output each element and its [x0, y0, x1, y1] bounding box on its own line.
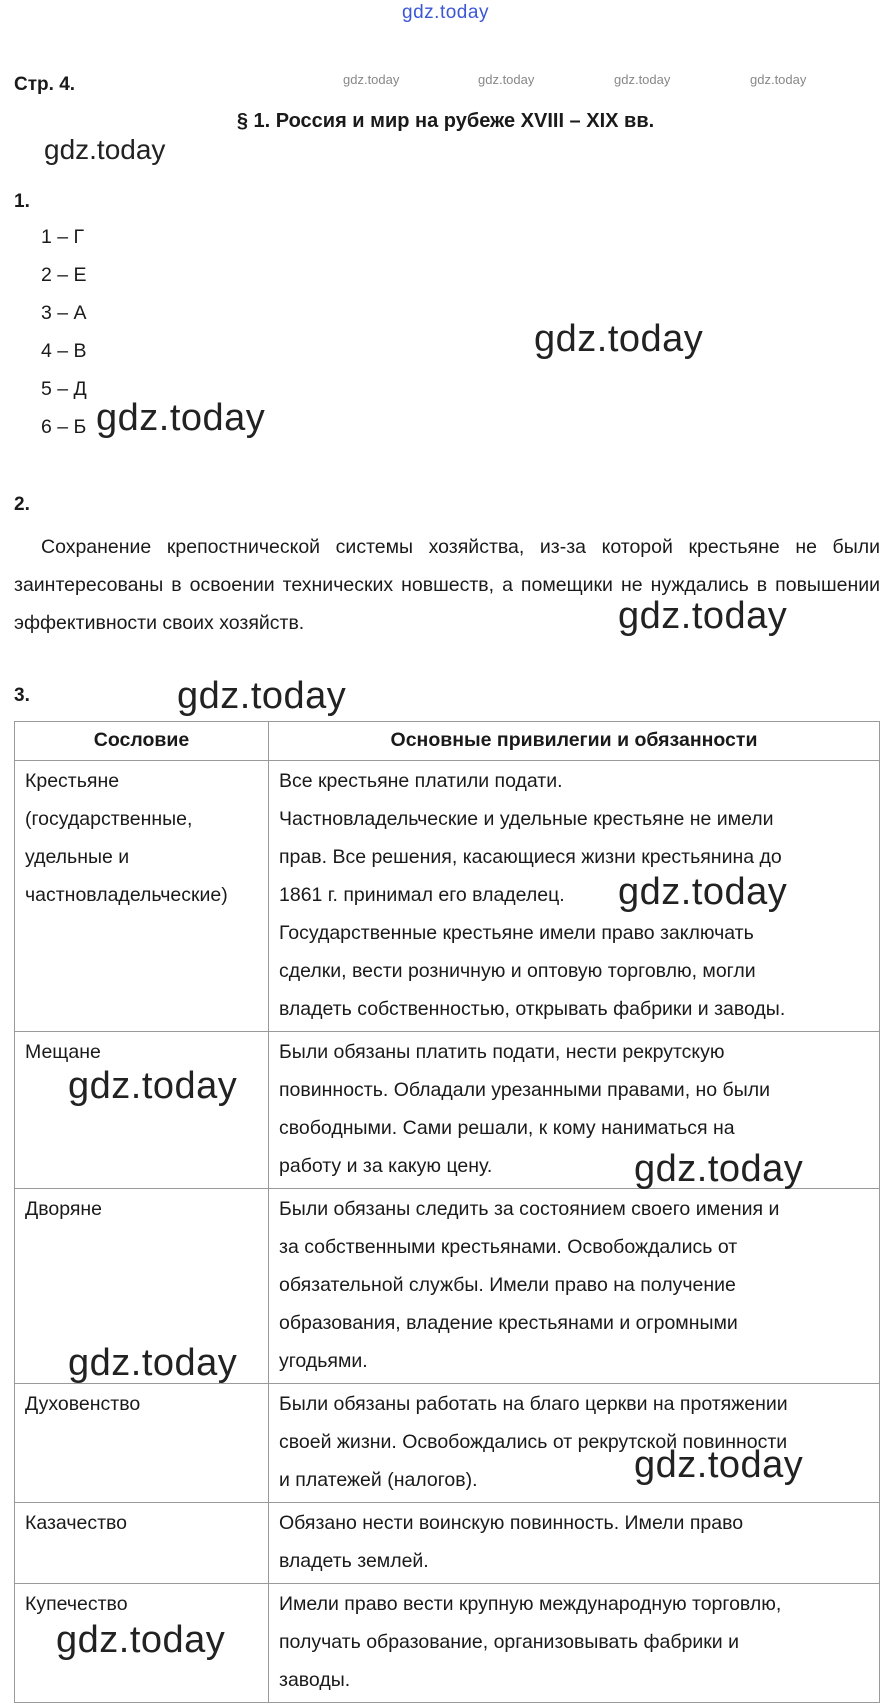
list-item: 2 – Е: [41, 264, 87, 286]
watermark-large: gdz.today: [618, 595, 788, 637]
list-item: 3 – А: [41, 302, 87, 324]
description-cell: Были обязаны следить за состоянием своего имения и за собственными крестьянами. Освобождались от обязательной службы. Имели право на получение образования, владение крестьянами и огромными угодьями.: [269, 1189, 880, 1384]
watermark-large: gdz.today: [634, 1148, 804, 1190]
task2-text: Сохранение крепостнической системы хозяйства, из-за которой крестьяне не были заинтересованы в освоении технических новшеств, а помещики не нуждались в повышении эффективности своих хозяйств.: [14, 536, 880, 634]
watermark-small: gdz.today: [478, 72, 535, 87]
estate-cell: Крестьяне (государственные, удельные и частновладельческие): [15, 761, 269, 1032]
estate-cell: Духовенство: [15, 1384, 269, 1503]
task1-number: 1.: [14, 191, 30, 212]
watermark-small: gdz.today: [750, 72, 807, 87]
task2-number: 2.: [14, 494, 30, 515]
description-cell: Все крестьяне платили подати. Частновладельческие и удельные крестьяне не имели прав. Все решения, касающиеся жизни крестьянина до 1861 г. принимал его владелец. Государственные крестьяне имели право заключать сделки, вести розничную и оптовую торговлю, могли владеть собственностью, открывать фабрики и заводы.: [269, 761, 880, 1032]
watermark-large: gdz.today: [68, 1342, 238, 1384]
description-cell: Обязано нести воинскую повинность. Имели право владеть землей.: [269, 1503, 880, 1584]
watermark-large: gdz.today: [618, 871, 788, 913]
description-cell: Были обязаны платить подати, нести рекрутскую повинность. Обладали урезанными правами, но были свободными. Сами решали, к кому наниматься на работу и за какую цену.: [269, 1032, 880, 1189]
page-label: Стр. 4.: [14, 74, 76, 95]
header-watermark: gdz.today: [402, 2, 489, 23]
table-row: [15, 1503, 880, 1584]
column-header-privileges: Основные привилегии и обязанности: [269, 722, 880, 761]
watermark-large: gdz.today: [534, 318, 704, 360]
watermark-small: gdz.today: [614, 72, 671, 87]
description-cell: Имели право вести крупную международную торговлю, получать образование, организовывать фабрики и заводы.: [269, 1584, 880, 1703]
watermark-large: gdz.today: [634, 1444, 804, 1486]
watermark-large: gdz.today: [96, 397, 266, 439]
description-cell: Были обязаны работать на благо церкви на протяжении своей жизни. Освобождались от рекрутской повинности и платежей (налогов).: [269, 1384, 880, 1503]
column-header-estate: Сословие: [15, 722, 269, 761]
section-title: § 1. Россия и мир на рубеже XVIII – XIX вв.: [236, 110, 655, 132]
estate-cell: Казачество: [15, 1503, 269, 1584]
list-item: 5 – Д: [41, 378, 87, 400]
watermark-large: gdz.today: [177, 675, 347, 717]
table-header-row: [15, 722, 880, 761]
list-item: 1 – Г: [41, 226, 85, 248]
list-item: 6 – Б: [41, 416, 87, 438]
list-item: 4 – В: [41, 340, 87, 362]
watermark-large: gdz.today: [68, 1065, 238, 1107]
watermark-large: gdz.today: [56, 1619, 226, 1661]
estate-cell: Мещане: [15, 1032, 269, 1189]
watermark-small: gdz.today: [343, 72, 400, 87]
task3-number: 3.: [14, 685, 30, 706]
estates-table: [14, 721, 880, 1703]
watermark-large: gdz.today: [44, 134, 166, 165]
estate-cell: Купечество: [15, 1584, 269, 1703]
task1-answer-list: [41, 222, 87, 450]
estate-cell: Дворяне: [15, 1189, 269, 1384]
